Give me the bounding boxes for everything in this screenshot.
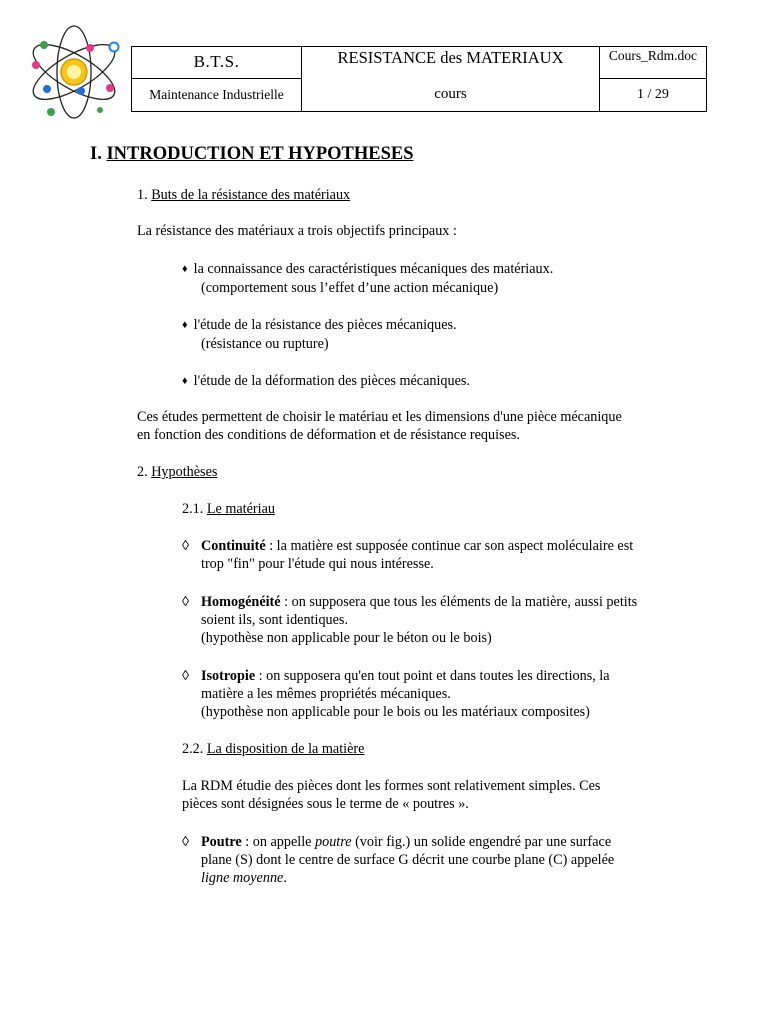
subsection-1-conclusion: Ces études permettent de choisir le matériau et les dimensions d'une pièce mécanique en fonction des conditions de déformation et de résistance requises. <box>137 409 622 443</box>
goal-item: ♦ l'étude de la déformation des pièces mécaniques. <box>182 373 470 389</box>
subsection-1-intro: La résistance des matériaux a trois objectifs principaux : <box>137 223 457 239</box>
subsection-2-2-paragraph: La RDM étudie des pièces dont les formes sont relativement simples. Ces pièces sont désignées sous le terme de « poutres ». <box>182 778 601 812</box>
header-filename: Cours_Rdm.doc <box>600 47 707 79</box>
section-heading: I. INTRODUCTION ET HYPOTHESES <box>90 144 414 164</box>
subsection-2-heading: 2. Hypothèses <box>137 464 218 480</box>
atom-logo <box>24 22 124 122</box>
header-page: 1 / 29 <box>600 78 707 111</box>
poutre-definition: ◊ Poutre : on appelle poutre (voir fig.) un solide engendré par une surface plane (S) dont le centre de surface G décrit une courbe plane (C) appelée ligne moyenne. <box>182 834 615 886</box>
subsection-2-1-heading: 2.1. Le matériau <box>182 501 275 517</box>
hypothesis-item: ◊ Isotropie : on supposera qu'en tout point et dans toutes les directions, la matière a les mêmes propriétés mécaniques. (hypothèse non applicable pour le bois ou les matériaux composites) <box>182 668 610 720</box>
lozenge-icon: ◊ <box>182 594 190 610</box>
header-department: Maintenance Industrielle <box>132 78 302 111</box>
lozenge-icon: ◊ <box>182 834 190 850</box>
subsection-1-heading: 1. Buts de la résistance des matériaux <box>137 187 351 203</box>
goal-item: ♦ la connaissance des caractéristiques mécaniques des matériaux. (comportement sous l’effet d’une action mécanique) <box>182 261 554 296</box>
bullet-diamond-icon: ♦ <box>182 319 188 331</box>
header-table <box>131 46 707 112</box>
bullet-diamond-icon: ♦ <box>182 263 188 275</box>
lozenge-icon: ◊ <box>182 538 190 554</box>
header-subtitle: cours <box>302 78 600 111</box>
hypothesis-item: ◊ Homogénéité : on supposera que tous les éléments de la matière, aussi petits soient ils, sont identiques. (hypothèse non applicable pour le béton ou le bois) <box>182 594 638 646</box>
lozenge-icon: ◊ <box>182 668 190 684</box>
header-title: RESISTANCE des MATERIAUX <box>302 47 600 79</box>
hypothesis-item: ◊ Continuité : la matière est supposée continue car son aspect moléculaire est trop "fin" pour l'étude qui nous intéresse. <box>182 538 634 572</box>
bullet-diamond-icon: ♦ <box>182 375 188 387</box>
header-bts: B.T.S. <box>132 47 302 79</box>
goal-item: ♦ l'étude de la résistance des pièces mécaniques. (résistance ou rupture) <box>182 317 457 352</box>
subsection-2-2-heading: 2.2. La disposition de la matière <box>182 741 365 757</box>
